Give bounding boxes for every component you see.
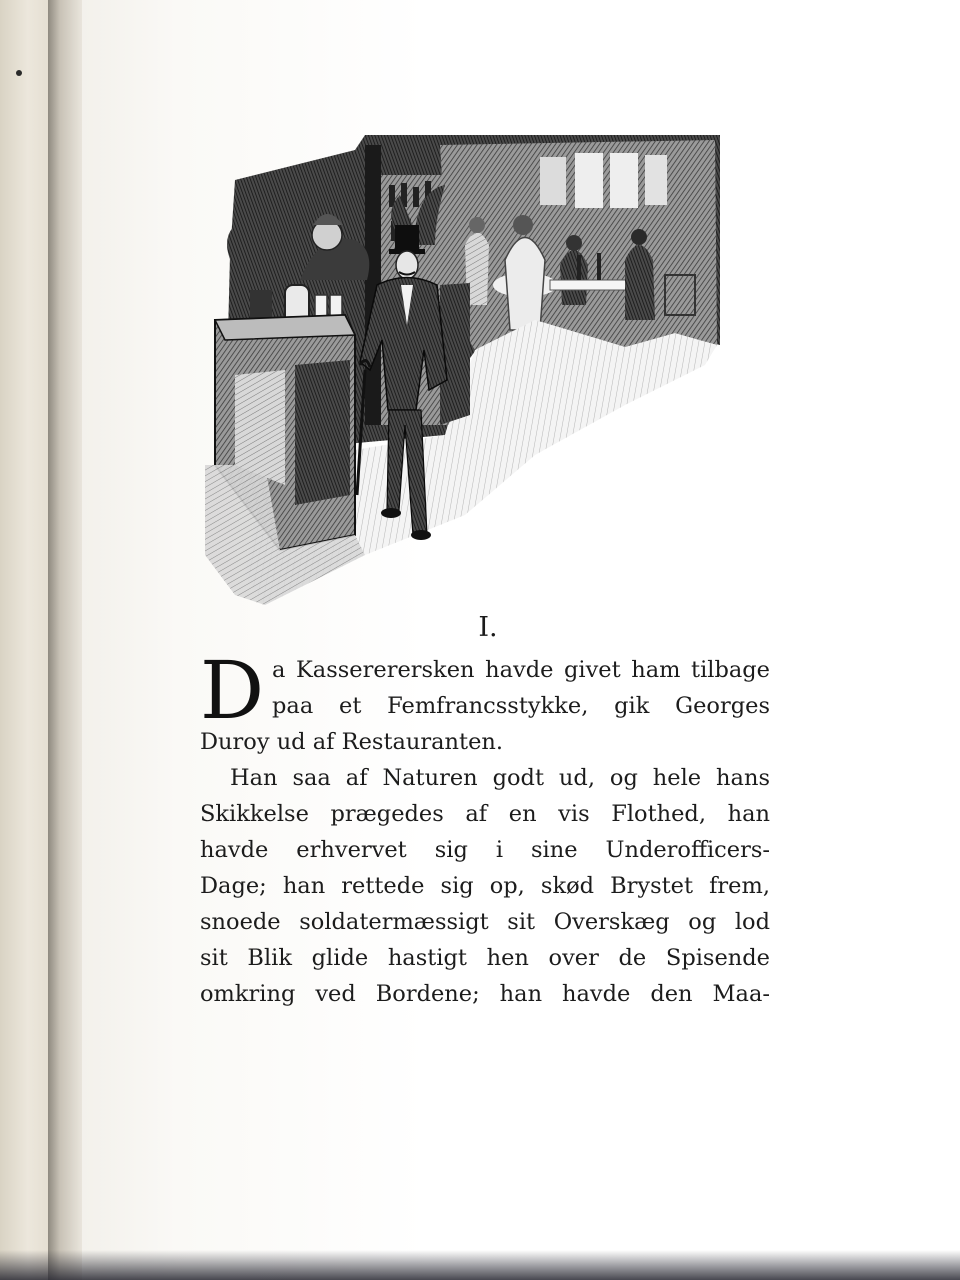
page-mark <box>16 70 22 76</box>
text-line: paa et Femfrancsstykke, gik Georges <box>272 693 770 719</box>
body-text <box>200 644 770 1012</box>
text-line: Skikkelse prægedes af en vis Flothed, han <box>200 801 770 827</box>
text-line: Dage; han rettede sig op, skød Brystet frem, <box>200 873 770 899</box>
paragraph-2 <box>200 760 770 1012</box>
drop-cap: D <box>200 644 265 737</box>
text-line: omkring ved Bordene; han havde den Maa- <box>200 981 770 1007</box>
restaurant-engraving-illustration <box>205 135 720 610</box>
text-line: Duroy ud af Restauranten. <box>200 729 504 755</box>
paragraph-1 <box>200 644 770 760</box>
text-line: snoede soldatermæssigt sit Overskæg og lod <box>200 909 770 935</box>
text-line: havde erhvervet sig i sine Underofficers- <box>200 837 770 863</box>
chapter-number: I. <box>478 612 498 643</box>
text-line: a Kassererersken havde givet ham tilbage <box>272 657 770 683</box>
text-line: sit Blik glide hastigt hen over de Spisende <box>200 945 770 971</box>
text-line: Han saa af Naturen godt ud, og hele hans <box>230 765 770 791</box>
book-cover-edge <box>0 1250 960 1280</box>
